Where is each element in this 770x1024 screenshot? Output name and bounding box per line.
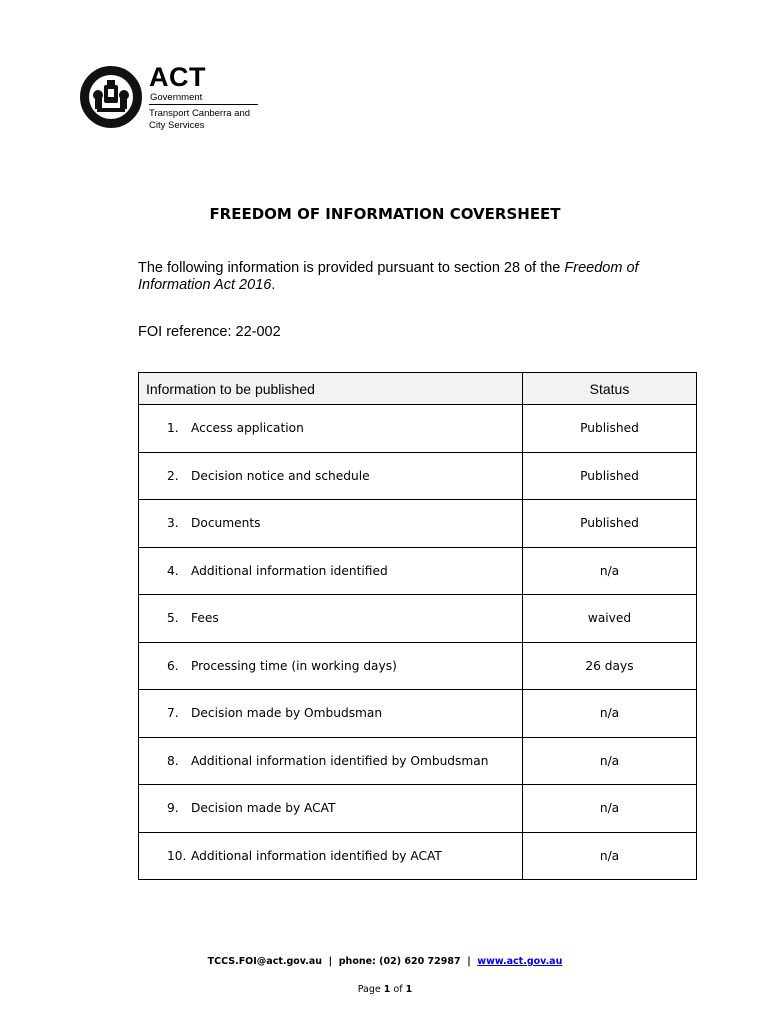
row-status: n/a bbox=[523, 690, 697, 738]
footer-separator: | bbox=[467, 956, 471, 967]
row-label: Fees bbox=[191, 611, 219, 626]
department-line-1: Transport Canberra and bbox=[149, 108, 251, 119]
department-line-2: City Services bbox=[149, 120, 205, 131]
row-item bbox=[139, 642, 523, 690]
row-label: Documents bbox=[191, 516, 261, 531]
row-label: Additional information identified bbox=[191, 563, 388, 578]
table-row bbox=[139, 642, 697, 690]
row-label: Additional information identified by ACAT bbox=[191, 848, 442, 863]
row-item bbox=[139, 737, 523, 785]
table-row bbox=[139, 832, 697, 880]
document-title: FREEDOM OF INFORMATION COVERSHEET bbox=[209, 205, 561, 223]
page-number bbox=[0, 984, 770, 995]
row-number: 3. bbox=[167, 516, 179, 531]
intro-act-name: Freedom of Information Act 2016 bbox=[138, 260, 639, 293]
table-row bbox=[139, 595, 697, 643]
row-number: 2. bbox=[167, 468, 179, 483]
row-item bbox=[139, 690, 523, 738]
header-status: Status bbox=[523, 373, 697, 405]
row-status: Published bbox=[523, 500, 697, 548]
org-name: ACT bbox=[149, 62, 206, 92]
intro-text: The following information is provided pursuant to section 28 of the bbox=[138, 260, 565, 276]
row-item bbox=[139, 595, 523, 643]
table-row bbox=[139, 405, 697, 453]
row-number: 8. bbox=[167, 753, 179, 768]
org-subtitle: Government bbox=[150, 92, 203, 103]
row-status: n/a bbox=[523, 547, 697, 595]
table-row bbox=[139, 452, 697, 500]
foi-reference: FOI reference: 22-002 bbox=[138, 324, 281, 340]
row-status: n/a bbox=[523, 737, 697, 785]
footer-phone: phone: (02) 620 72987 bbox=[338, 956, 461, 967]
coat-of-arms-icon bbox=[80, 66, 142, 128]
logo-divider bbox=[149, 104, 258, 105]
footer-separator: | bbox=[328, 956, 333, 967]
row-label: Access application bbox=[191, 421, 304, 436]
table-row bbox=[139, 547, 697, 595]
footer-contact bbox=[0, 956, 770, 967]
intro-paragraph bbox=[138, 260, 698, 294]
row-status: waived bbox=[523, 595, 697, 643]
row-number: 4. bbox=[167, 563, 179, 578]
row-label: Decision made by ACAT bbox=[191, 801, 336, 816]
intro-end: . bbox=[271, 277, 276, 293]
page-label: Page bbox=[357, 984, 381, 995]
footer-email: TCCS.FOI@act.gov.au bbox=[207, 956, 323, 967]
page-of: of bbox=[393, 984, 403, 995]
row-label: Decision notice and schedule bbox=[191, 468, 370, 483]
row-item bbox=[139, 405, 523, 453]
row-item bbox=[139, 785, 523, 833]
table-row bbox=[139, 785, 697, 833]
department-name bbox=[149, 108, 279, 132]
table-row bbox=[139, 690, 697, 738]
header-information: Information to be published bbox=[139, 373, 523, 405]
row-label: Processing time (in working days) bbox=[191, 658, 397, 673]
row-number: 5. bbox=[167, 611, 179, 626]
row-status: 26 days bbox=[523, 642, 697, 690]
row-label: Decision made by Ombudsman bbox=[191, 706, 383, 721]
table-row bbox=[139, 737, 697, 785]
row-status: Published bbox=[523, 452, 697, 500]
row-status: n/a bbox=[523, 832, 697, 880]
row-item bbox=[139, 452, 523, 500]
row-number: 10. bbox=[167, 848, 187, 863]
row-number: 9. bbox=[167, 801, 179, 816]
act-government-logo bbox=[80, 62, 280, 138]
footer-website-link[interactable]: www.act.gov.au bbox=[477, 956, 563, 967]
table-row bbox=[139, 500, 697, 548]
page-current: 1 bbox=[383, 984, 391, 995]
row-status: Published bbox=[523, 405, 697, 453]
publication-table bbox=[138, 372, 697, 880]
row-label: Additional information identified by Ombudsman bbox=[191, 753, 489, 768]
page-total: 1 bbox=[405, 984, 413, 995]
row-number: 1. bbox=[167, 421, 179, 436]
row-item bbox=[139, 832, 523, 880]
table-header-row bbox=[139, 373, 697, 405]
row-number: 7. bbox=[167, 706, 179, 721]
row-number: 6. bbox=[167, 658, 179, 673]
row-status: n/a bbox=[523, 785, 697, 833]
row-item bbox=[139, 547, 523, 595]
row-item bbox=[139, 500, 523, 548]
